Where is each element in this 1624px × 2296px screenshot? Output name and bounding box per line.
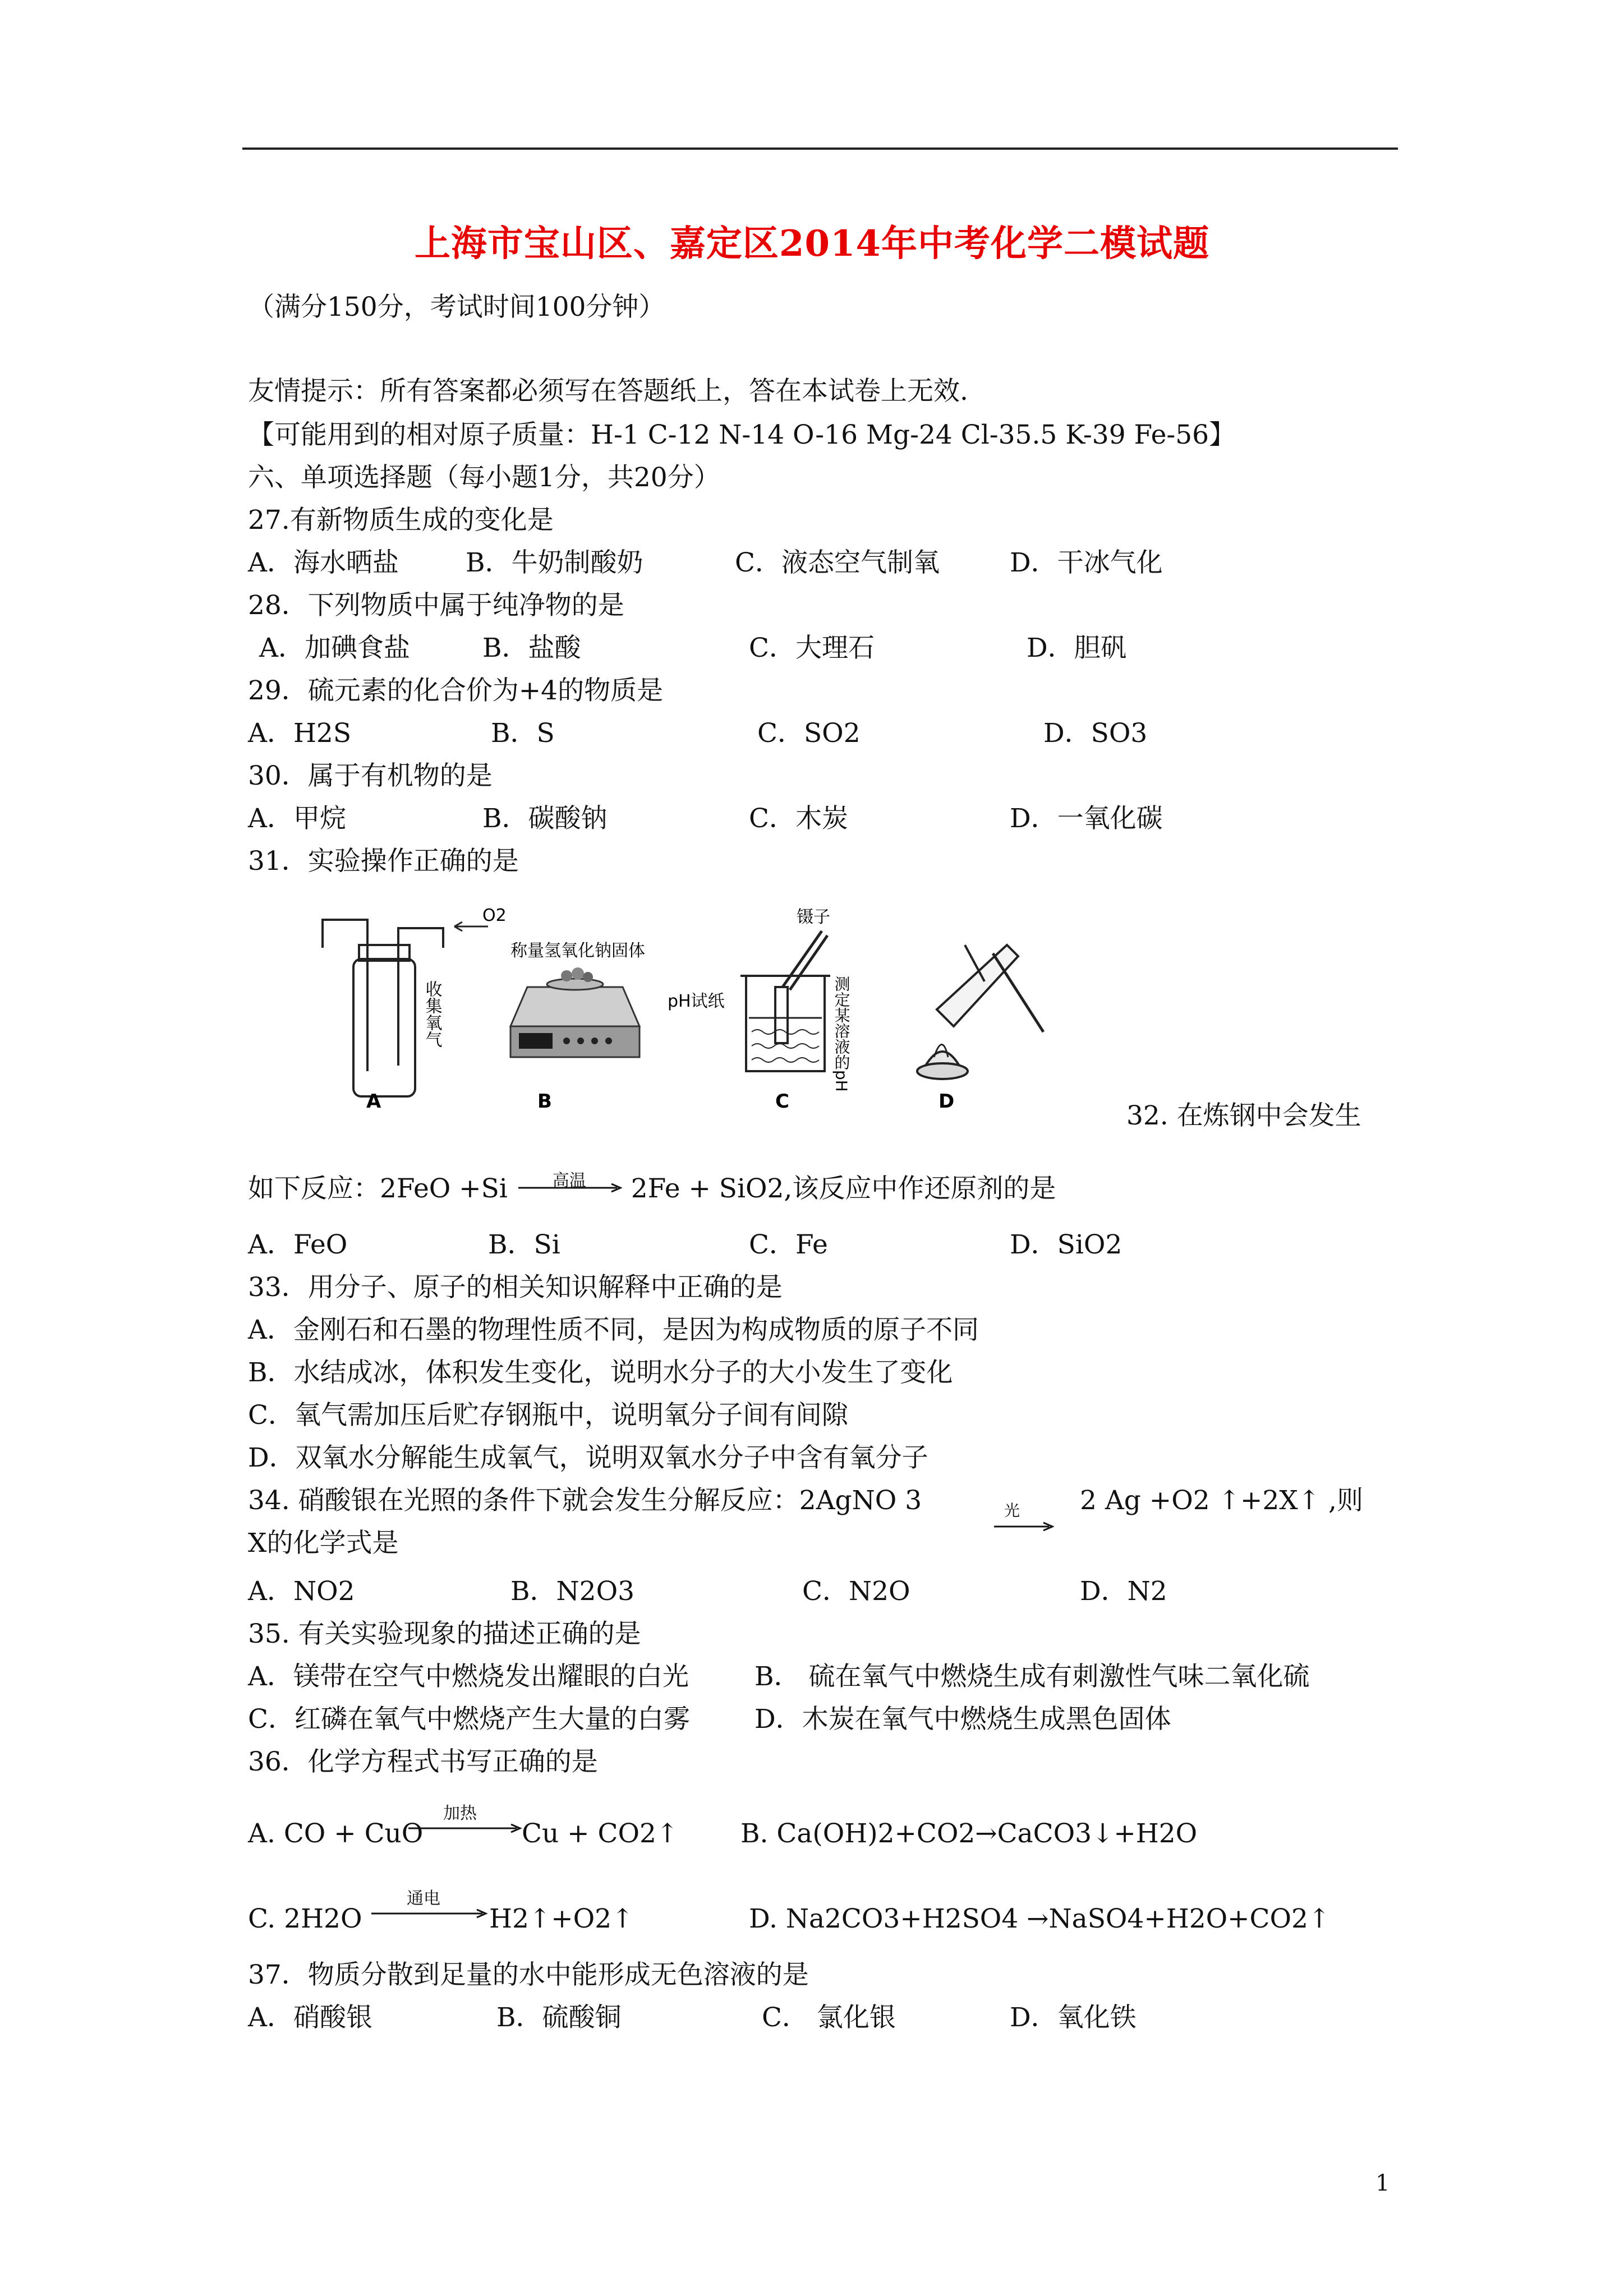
q36-option-c-right: H2↑+O2↑ <box>489 1903 634 1934</box>
q30-option-b: B．碳酸钠 <box>482 803 608 834</box>
q36-option-d: D. Na2CO3+H2SO4 →NaSO4+H2O+CO2↑ <box>749 1903 1331 1934</box>
question-34-stem-cont: X的化学式是 <box>248 1528 399 1559</box>
question-33-stem: 33．用分子、原子的相关知识解释中正确的是 <box>248 1272 783 1303</box>
question-35-stem: 35. 有关实验现象的描述正确的是 <box>248 1619 641 1649</box>
figure-b-label: B <box>537 1090 552 1110</box>
q32-option-c: C．Fe <box>749 1229 828 1260</box>
header-rule <box>242 147 1398 150</box>
q37-option-c: C． 氯化银 <box>762 2002 896 2033</box>
q36-option-c-arrow <box>370 1908 488 1919</box>
q27-option-a: A．海水晒盐 <box>248 547 399 578</box>
q36-option-a-condition: 加热 <box>443 1804 477 1823</box>
q34-option-a: A．NO2 <box>248 1576 355 1607</box>
q32-option-b: B．Si <box>488 1229 560 1260</box>
question-29-stem: 29．硫元素的化合价为+4的物质是 <box>248 675 664 706</box>
figure-d-heated-tube <box>917 945 1043 1079</box>
q33-option-a: A．金刚石和石墨的物理性质不同，是因为构成物质的原子不同 <box>248 1315 979 1345</box>
figure-a-gas-label: O2 <box>482 906 507 925</box>
question-37-stem: 37．物质分散到足量的水中能形成无色溶液的是 <box>248 1960 809 1990</box>
figure-b-text: 称量氢氧化钠固体 <box>510 941 645 961</box>
question-32-stem-start: 32. 在炼钢中会发生 <box>1126 1100 1361 1131</box>
q35-option-b: B． 硫在氧气中燃烧生成有刺激性气味二氧化硫 <box>755 1661 1310 1692</box>
q30-option-a: A．甲烷 <box>248 803 346 834</box>
question-36-stem: 36．化学方程式书写正确的是 <box>248 1746 598 1777</box>
q32-products: 2Fe + SiO2,该反应中作还原剂的是 <box>631 1173 1056 1204</box>
q35-option-d: D．木炭在氧气中燃烧生成黑色固体 <box>755 1704 1171 1735</box>
figure-b-balance <box>510 967 640 1057</box>
q33-option-d: D．双氧水分解能生成氧气，说明双氧水分子中含有氧分子 <box>248 1442 928 1473</box>
section-heading: 六、单项选择题（每小题1分，共20分） <box>248 462 720 493</box>
q34-reaction-arrow <box>993 1521 1055 1532</box>
q30-option-c: C．木炭 <box>749 803 848 834</box>
q34-products: 2 Ag +O2 ↑+2X↑ ,则 <box>1080 1485 1363 1516</box>
q28-option-c: C．大理石 <box>749 633 875 663</box>
figure-c-label: C <box>775 1090 789 1110</box>
q30-option-d: D．一氧化碳 <box>1010 803 1163 834</box>
atomic-masses: 【可能用到的相对原子质量：H-1 C-12 N-14 O-16 Mg-24 Cl-35.5 K-39 Fe-56】 <box>248 419 1236 450</box>
q28-option-d: D．胆矾 <box>1027 633 1127 663</box>
q34-condition: 光 <box>1004 1501 1020 1520</box>
q33-option-b: B．水结成冰，体积发生变化，说明水分子的大小发生了变化 <box>248 1357 953 1388</box>
question-34-stem: 34. 硝酸银在光照的条件下就会发生分解反应：2AgNO 3 <box>248 1485 922 1516</box>
q28-option-b: B．盐酸 <box>482 633 581 663</box>
question-32-stem <box>248 1172 1056 1206</box>
figure-d-label: D <box>938 1090 955 1110</box>
figure-c-paper-label: pH试纸 <box>668 992 725 1011</box>
q31-figure <box>303 897 1144 1110</box>
question-30-stem: 30．属于有机物的是 <box>248 760 493 791</box>
figure-c-beaker <box>740 931 830 1071</box>
q29-option-a: A．H2S <box>248 718 352 749</box>
q36-option-c-condition: 通电 <box>407 1889 440 1908</box>
exam-info: （满分150分，考试时间100分钟） <box>248 292 665 322</box>
figure-a-gas-bottle <box>323 920 488 1096</box>
q29-option-c: C．SO2 <box>757 718 861 749</box>
q36-option-a-arrow <box>407 1823 522 1834</box>
hint-text: 友情提示：所有答案都必须写在答题纸上，答在本试卷上无效. <box>248 376 968 407</box>
q27-option-c: C．液态空气制氧 <box>735 547 940 578</box>
question-27-stem: 27.有新物质生成的变化是 <box>248 505 554 536</box>
figure-c-text: 测定某溶液的pH <box>832 976 851 1092</box>
q29-option-d: D．SO3 <box>1043 718 1148 749</box>
q36-option-c-left: C. 2H2O <box>248 1903 362 1934</box>
question-28-stem: 28．下列物质中属于纯净物的是 <box>248 590 624 621</box>
q32-condition: 高温 <box>552 1171 586 1191</box>
q32-reactants: 如下反应：2FeO +Si <box>248 1173 508 1204</box>
q32-option-a: A．FeO <box>248 1229 348 1260</box>
q37-option-d: D．氧化铁 <box>1010 2002 1137 2033</box>
question-31-stem: 31．实验操作正确的是 <box>248 846 519 877</box>
q35-option-c: C．红磷在氧气中燃烧产生大量的白雾 <box>248 1704 690 1735</box>
q37-option-b: B．硫酸铜 <box>496 2002 622 2033</box>
page-title: 上海市宝山区、嘉定区2014年中考化学二模试题 <box>414 223 1210 265</box>
q35-option-a: A．镁带在空气中燃烧发出耀眼的白光 <box>248 1661 689 1692</box>
q34-option-c: C．N2O <box>802 1576 910 1607</box>
q27-option-d: D．干冰气化 <box>1010 547 1163 578</box>
q34-option-b: B．N2O3 <box>510 1576 635 1607</box>
q28-option-a: A．加碘食盐 <box>259 633 410 663</box>
page-number: 1 <box>1375 2170 1390 2196</box>
q29-option-b: B．S <box>491 718 555 749</box>
q34-option-d: D．N2 <box>1080 1576 1167 1607</box>
q27-option-b: B．牛奶制酸奶 <box>466 547 643 578</box>
q33-option-c: C．氧气需加压后贮存钢瓶中，说明氧分子间有间隙 <box>248 1400 848 1431</box>
q37-option-a: A．硝酸银 <box>248 2002 372 2033</box>
q36-option-a-left: A. CO + CuO <box>248 1818 424 1849</box>
q32-reaction-arrow <box>516 1172 623 1206</box>
figure-a-text: 收集氧气 <box>422 980 442 1048</box>
figure-a-label: A <box>366 1090 381 1110</box>
figure-c-tweezers-label: 镊子 <box>797 907 830 927</box>
q36-option-b: B. Ca(OH)2+CO2→CaCO3↓+H2O <box>740 1818 1198 1849</box>
q32-option-d: D．SiO2 <box>1010 1229 1122 1260</box>
q36-option-a-right: Cu + CO2↑ <box>522 1818 679 1849</box>
